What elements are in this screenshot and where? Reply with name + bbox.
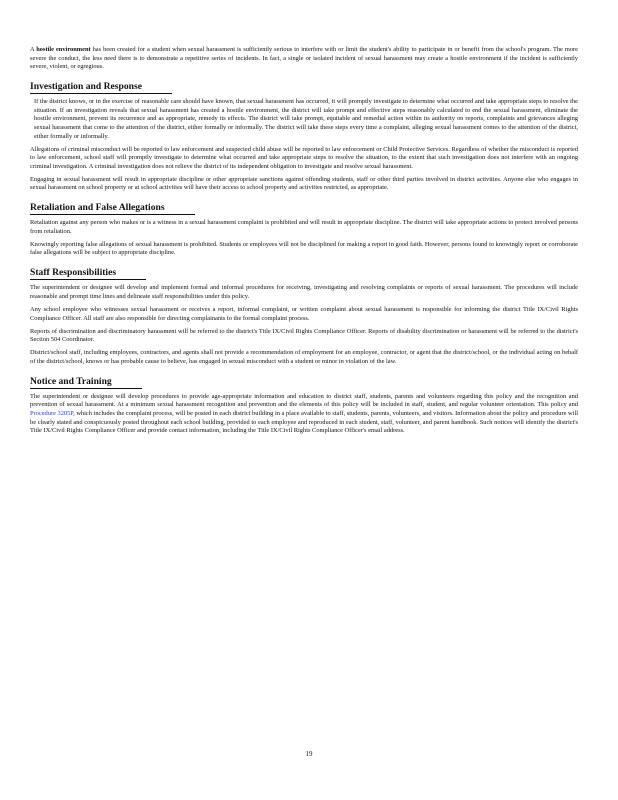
retaliation-paragraph-1: Retaliation against any person who makes or is a witness in a sexual harassment complaint is prohibited and will result in appropriate discipline. The district will take appropriate actions to protect involved persons from retaliation. — [30, 219, 578, 235]
staff-paragraph-1: The superintendent or designee will develop and implement formal and informal procedures for receiving, investigating and resolving complaints or reports of sexual harassment. The procedures will include reasonable and prompt time lines and delineate staff responsibilities under this policy. — [30, 284, 578, 301]
notice-heading: Notice and Training — [30, 376, 142, 389]
investigation-paragraph-2: Allegations of criminal misconduct will be reported to law enforcement and suspected child abuse will be reported to law enforcement or Child Protective Services. Regardless of whether the misconduct is reported to law enforcement, school staff will promptly investigate to determine what occurred and take appropriate steps to resolve the situation, to the extent that such investigation does not interfere with an ongoing criminal investigation. A criminal investigation does not relieve the district of its independent obligation to investigate and resolve sexual harassment. — [30, 145, 578, 170]
staff-paragraph-2: Any school employee who witnesses sexual harassment or receives a report, informal complaint, or written complaint about sexual harassment is responsible for informing the district Title IX/Civil Rights Compliance Officer. All staff are also responsible for directing complainants to the formal complaint process. — [30, 306, 578, 322]
staff-paragraph-3: Reports of discrimination and discriminatory harassment will be referred to the district's Title IX/Civil Rights Compliance Officer. Reports of disability discrimination or harassment will be referred to the district's Section 504 Coordinator. — [30, 327, 578, 344]
investigation-paragraph-1: If the district knows, or in the exercise of reasonable care should have known, that sexual harassment has occurred, it will promptly investigate to determine what occurred and take appropriate steps to resolve the situation. If an investigation reveals that sexual harassment has created a hostile environment, the district will take prompt and effective steps reasonably calculated to end the sexual harassment, eliminate the hostile environment, prevent its recurrence and as appropriate, remedy its effects. The district will take prompt, equitable and remedial action within its authority on reports, complaints and grievances alleging sexual harassment that come to the attention of the district, either formally or informally. The district will take these steps every time a complaint, alleging sexual harassment comes to the attention of the district, either formally or informally. — [34, 98, 578, 140]
intro-text-before: A — [30, 46, 35, 53]
investigation-paragraph-3: Engaging in sexual harassment will result in appropriate discipline or other appropriate sanctions against offending students, staff or other third parties involved in district activities. Anyone else who engages in sexual harassment on school property or at school activities will have their access to school property and activities restricted, as appropriate. — [30, 175, 578, 192]
retaliation-heading: Retaliation and False Allegations — [30, 202, 195, 215]
intro-text-after: has been created for a student when sexual harassment is sufficiently serious to interfere with or limit the student's ability to participate in or benefit from the school's program. The more severe the conduct, the less need there is to demonstrate a repetitive series of incidents. In fact, a single or isolated incident of sexual harassment may create a hostile environment if the incident is sufficiently severe, violent, or egregious. — [30, 46, 578, 71]
notice-text-before: The superintendent or designee will develop procedures to provide age-appropriate information and education to district staff, students, parents and volunteers regarding this policy and the recognition and prevention of sexual harassment. At a minimum sexual harassment recognition and prevention and the elements of this policy will be included in staff, student, and regular volunteer orientation. This policy and — [30, 392, 578, 409]
intro-term: hostile environment — [36, 46, 91, 53]
procedure-link[interactable]: Procedure 3205P — [30, 409, 74, 417]
notice-paragraph-1 — [30, 393, 578, 436]
staff-heading: Staff Responsibilities — [30, 267, 146, 280]
notice-text-after: , which includes the complaint process, will be posted in each district building in a place available to staff, students, parents, volunteers, and visitors. Information about the policy and procedure will be clearly stated and conspicuously posted throughout each school building, provided to each employee and reproduced in each student, staff, volunteer, and parent handbook. Such notices will identify the district's Title IX/Civil Rights Compliance Officer and provide contact information, including the Title IX/Civil Rights Compliance Officer's email address. — [30, 409, 578, 435]
page-number: 19 — [305, 750, 313, 758]
staff-paragraph-4: District/school staff, including employees, contractors, and agents shall not provide a recommendation of employment for an employee, contractor, or agent that the district/school, or the individual acting on behalf of the district/school, knows or has probable cause to believe, has engaged in sexual misconduct with a student or minor in violation of the law. — [30, 349, 578, 365]
document-body — [30, 46, 578, 440]
retaliation-paragraph-2: Knowingly reporting false allegations of sexual harassment is prohibited. Students or employees will not be disciplined for making a report in good faith. However, persons found to knowingly report or corroborate false allegations will be subject to appropriate discipline. — [30, 240, 578, 257]
investigation-heading: Investigation and Response — [30, 81, 172, 94]
intro-paragraph — [30, 46, 578, 72]
